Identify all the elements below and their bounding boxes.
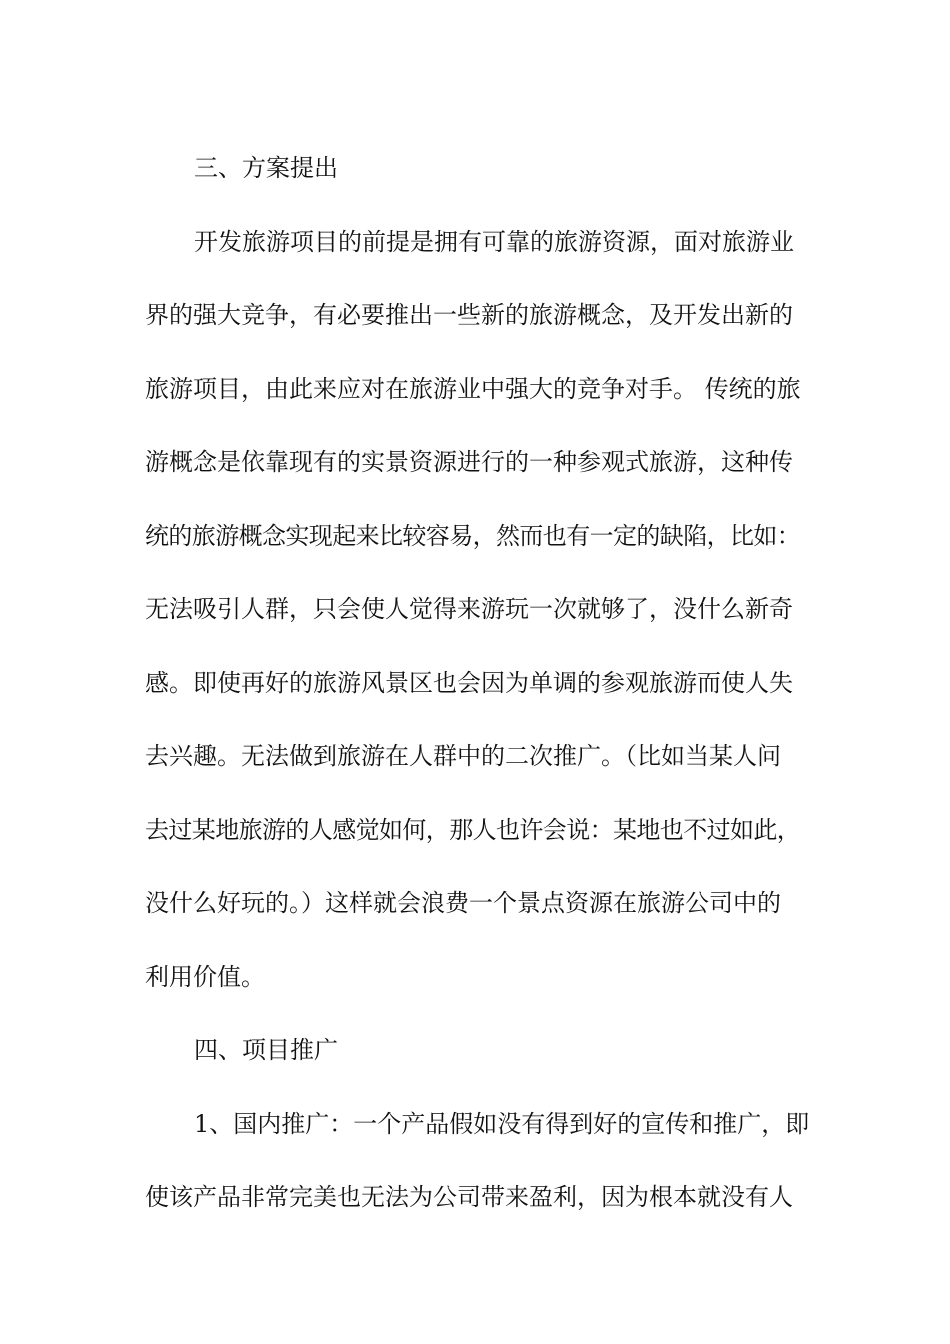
paragraph-line: 1、国内推广：一个产品假如没有得到好的宣传和推广，即 bbox=[194, 1109, 810, 1138]
paragraph-line: 使该产品非常完美也无法为公司带来盈利，因为根本就没有人 bbox=[145, 1183, 793, 1211]
paragraph-line: 统的旅游概念实现起来比较容易，然而也有一定的缺陷，比如： bbox=[145, 521, 801, 550]
paragraph-line: 旅游项目，由此来应对在旅游业中强大的竞争对手。 传统的旅 bbox=[145, 374, 801, 403]
paragraph-line: 利用价值。 bbox=[145, 962, 265, 991]
paragraph-line: 去过某地旅游的人感觉如何，那人也许会说：某地也不过如此， bbox=[145, 815, 801, 844]
paragraph-line: 界的强大竞争，有必要推出一些新的旅游概念，及开发出新的 bbox=[145, 301, 793, 329]
paragraph-line: 游概念是依靠现有的实景资源进行的一种参观式旅游，这种传 bbox=[145, 448, 793, 476]
section-heading-3: 三、方案提出 bbox=[194, 154, 338, 182]
document-body bbox=[145, 132, 825, 1235]
paragraph-line: 去兴趣。无法做到旅游在人群中的二次推广。（比如当某人问 bbox=[145, 742, 781, 770]
paragraph-line: 感。即使再好的旅游风景区也会因为单调的参观旅游而使人失 bbox=[145, 668, 793, 697]
paragraph-line: 没什么好玩的。）这样就会浪费一个景点资源在旅游公司中的 bbox=[145, 889, 781, 917]
paragraph-line: 开发旅游项目的前提是拥有可靠的旅游资源，面对旅游业 bbox=[194, 227, 794, 256]
section-heading-4: 四、项目推广 bbox=[194, 1036, 338, 1064]
paragraph-line: 无法吸引人群，只会使人觉得来游玩一次就够了，没什么新奇 bbox=[145, 595, 793, 623]
